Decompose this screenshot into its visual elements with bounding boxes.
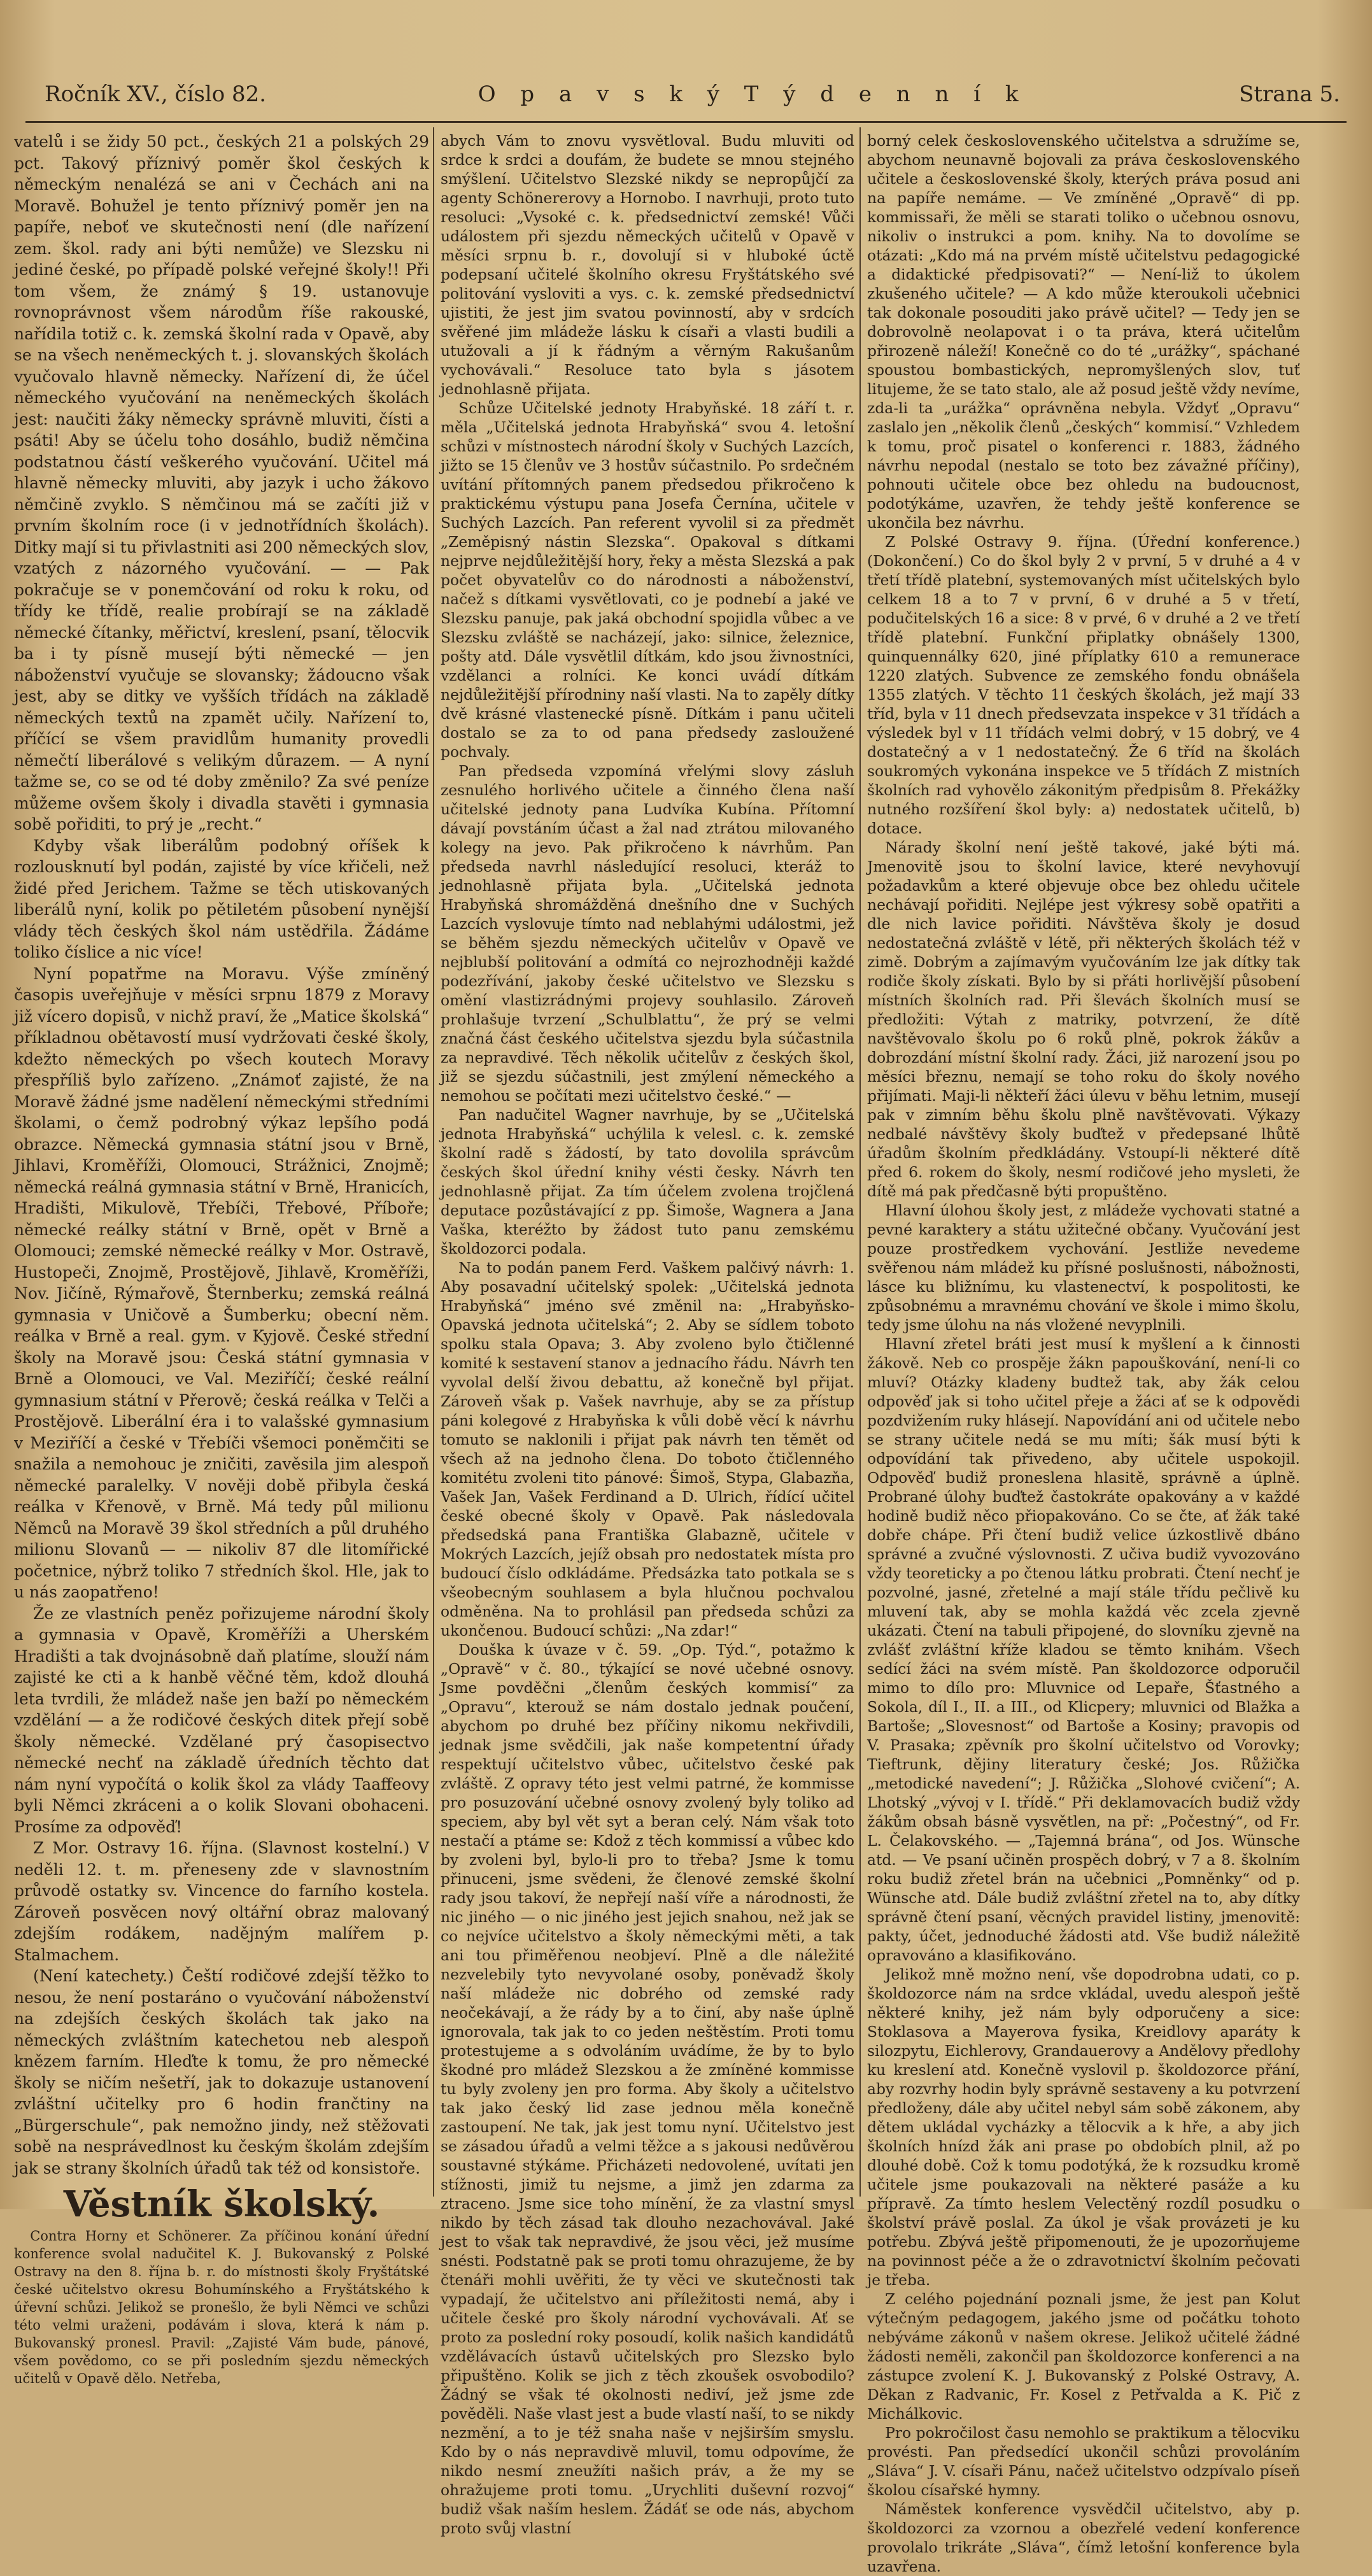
masthead: O p a v s k ý T ý d e n n í k	[477, 81, 1028, 107]
news-item: Z Polské Ostravy 9. října. (Úřední konference.) (Dokončení.) Co do škol byly 2 v první, 5 v druhé a 4 v třetí třídě platební, systemovaných míst učitelských bylo celkem 18 a to 7 v první, 6 v druhé a 5 v třetí, podučitelských 16 a sice: 8 v prvé, 6 v druhé a 2 ve třetí třídě platební. Funkční připlatky obnášely 1300, quinquennálky 620, jiné příplatky 610 a remunerace 1220 zlatých. Subvence ze zemského fondu obnášela 1355 zlatých. V těchto 11 českých školách, jež mají 33 tříd, byla v 11 dnech předsevzata inspekce v 31 třídách a výsledek byl v 11 třídách velmi dobrý, v 15 dobrý, ve 4 dostatečný a v 1 nedostatečný. Že 6 tříd na školách soukromých vykonána inspekce ve 5 třídách Z mistních školních rad vyhovělo zákonitým předpisům 8. Překážky nutného rozšíření škol byly: a) nedostatek učitelů, b) dotace.	[867, 533, 1300, 837]
article-paragraph: Hlavní úlohou školy jest, z mládeže vychovati statné a pevné karaktery a státu užitečné občany. Vyučování jest pouze prostředkem vychování. Jestliže nevedeme svěřenou nám mládež ku přísné poslušnosti, nábožnosti, lásce ku bližnímu, ku vlastenectví, k pospolitosti, ke způsobnému a mravnému chování ve škole i mimo školu, tedy jsme úlohu na nás vložené nevyplnili.	[867, 1201, 1300, 1334]
column-divider	[433, 127, 434, 2197]
section-heading: Věstník školský.	[63, 2183, 380, 2225]
issue-number: Ročník XV., číslo 82.	[45, 81, 267, 107]
column-2	[441, 131, 854, 2537]
article-paragraph: abych Vám to znovu vysvětloval. Budu mluviti od srdce k srdci a doufám, že budete se mnou stejného smýšlení. Učitelstvo Slezské nikdy se nepropůjčí za agenty Schönererovy a Hornobo. I navrhuji, proto tuto resoluci: „Vysoké c. k. předsednictví zemské! Vůči událostem při sjezdu německých učitelů v Opavě v měsíci srpnu b. r., dovolují si v hluboké úctě podepsaní učitelé školního okresu Fryštátského své politování vysloviti a vys. c. k. zemské předsednictví ujistiti, že jest jim svatou povinností, aby v srdcích svěřené jim mládeže lásku k císaři a vlasti budili a utužovali a jí k řádným a věrným Rakušanům vychovávali.“ Resoluce tato byla s jásotem jednohlasně přijata.	[441, 132, 854, 398]
article-paragraph: Hlavní zřetel bráti jest musí k myšlení a k činnosti žákově. Neb co prospěje žákn papouškování, není-li co mluví? Otázky kladeny budtež tak, aby žák celou odpověď jak si toho učitel přeje a žáci ať se k odpovědi pozdvižením ruky hlásejí. Napovídání ani od učitele nebo se strany učitele nedá se mu míti; šák musí býti k odpovídání tak přivedeno, aby učitele uspokojil. Odpověď budiž proneslena hlasitě, správně a úplně. Probrané úlohy buďtež častokráte opakovány a v každé hodině budiž něco přiopakováno. Co se čte, ať žák také dobře chápe. Při čtení budiž velice úzkostlivě dbáno správné a zvučné výslovnosti. Z učiva budiž vyvozováno vždy teoreticky a po čtenou látku probrati. Čtení nechť je pozvolné, jasné, zřetelné a mají stále třídu pečlivě ku mluvení tak, aby se mohla každá věc zcela zjevně ukázati. Čtení na tabuli připojené, do slovníku zjevně na zvlášť zvláštní kříže kladou se těmto knihám. Všech sedící žáci na svém místě. Pan školdozorce odporučil mimo to dílo pro: Mluvnice od Lepaře, Šťastného a Sokola, díl I., II. a III., od Klicpery; mluvnici od Blažka a Bartoše; „Slovesnost“ od Bartoše a Kosiny; pravopis od V. Prasaka; zpěvník pro školní učitelstvo od Vorovky; Tieftrunk, dějiny literatury české; Jos. Růžička „metodické navedení“; J. Růžička „Slohové cvičení“; A. Lhotský „vývoj v I. třídě.“ Při deklamovacích budiž vždy žákům obsah básně vysvětlen, na př: „Počestný“, od Fr. L. Čelakovského. — „Tajemná brána“, od Jos. Wünsche atd. — Ve psaní učiněn prospěch dobrý, v 7 a 8. školním roku budiž zřetel brán na učebnici „Pomněnky“ od p. Wünsche atd. Dále budiž zvláštní zřetel na to, aby dítky správně čtení psaní, věcných pravidel listiny, jmenovitě: pakty, účet, jednoduché žádosti atd. Vše budiž náležitě opravováno a klasifikováno.	[867, 1335, 1300, 1964]
column-divider	[859, 127, 861, 2197]
article-paragraph: Nárady školní není ještě takové, jaké býti má. Jmenovitě jsou to školní lavice, které nevyhovují požadavkům a které objevuje obce bez ohledu učitele nechávají pořiditi. Nejlépe jest výkresy sobě opatřiti a dle nich lavice pořiditi. Návštěva školy je dosud nedostatečná zvláště v létě, při některých školách též v zimě. Dobrým a zajímavým vyučováním lze jak dítky tak rodiče školy získati. Bylo by si přáti horlivější působení místních školních rad. Při šlevách školních musí se předložiti: Výtah z matriky, potvrzení, že dítě navštěvovalo školu po 6 roků plně, pokrok žákův a dobrozdání místní školní rady. Žáci, již narození jsou po měsíci březnu, nemají se toho roku do školy nového přijímati. Maji-li někteří žáci úlevu v běhu letnim, musejí pak v zimním běhu školu plně navštěvovati. Výkazy nedbalé návštěvy školy buďtež v předepsané lhůtě úřadům školním předkládány. Vstoupí-li některé dítě před 6. rokem do školy, nesmí rodičové jeho mysleti, že dítě má pak předčasně býti propuštěno.	[867, 839, 1300, 1200]
header-rule	[25, 121, 1347, 123]
page-number: Strana 5.	[1239, 81, 1340, 107]
news-item: Z Mor. Ostravy 16. října. (Slavnost kostelní.) V neděli 12. t. m. přeneseny zde v slavnostním průvodě ostatky sv. Vincence do farního kostela. Zároveň posvěcen nový oltářní obraz malovaný zdejším rodákem, nadějným malířem p. Stalmachem.	[14, 1839, 429, 1964]
column-3	[867, 131, 1300, 2575]
news-item: (Není katechety.) Čeští rodičové zdejší těžko to nesou, že není postaráno o vyučování náboženství na zdejších českých školách tak jako na německých zvláštním katechetou neb alespoň knězem farním. Hleďte k tomu, že pro německé školy se ničím nešetří, jak to dokazuje ustanovení zvláštní učitelky pro 6 hodin frančtiny na „Bürgerschule“, pak nemožno jindy, než stěžovati sobě na nesprávedlnost ku českým školám zdejším jak se strany školních úřadů tak též od konsistoře.	[14, 1967, 429, 2177]
article-paragraph: Kdyby však liberálům podobný oříšek k rozlousknutí byl podán, zajisté by více křičeli, než židé před Jerichem. Tažme se těch utiskovaných liberálů nyní, kolik po pětiletém působení nynější vlády těch českých škol nám ustědřila. Žádáme toliko číslice a nic více!	[14, 836, 429, 961]
column-1	[14, 131, 429, 2386]
article-paragraph: Nyní popatřme na Moravu. Výše zmíněný časopis uveřejňuje v měsíci srpnu 1879 z Moravy již vícero dopisů, v nichž praví, že „Matice školská“ příkladnou obětavostí musí vydržovati české školy, kdežto německých po všech koutech Moravy přespříliš bylo zařízeno. „Známoť zajisté, že na Moravě žádné jsme nadělení německými středními školami, o čemž podrobný výkaz lepšího podá obrazce. Německá gymnasia státní jsou v Brně, Jihlavi, Kroměříži, Olomouci, Strážnici, Znojmě; německá reálná gymnasia státní v Brně, Hranicích, Hradišti, Mikulově, Třebíči, Třebové, Příboře; německé reálky státní v Brně, opět v Brně a Olomouci; zemské německé reálky v Mor. Ostravě, Hustopeči, Znojmě, Prostějově, Jihlavě, Kroměříži, Nov. Jičíně, Rýmařově, Šternberku; zemská reálná gymnasia v Uničově a Šumberku; obecní něm. reálka v Brně a real. gym. v Kyjově. České střední školy na Moravě jsou: Česká státní gymnasia v Brně a Olomouci, ve Val. Meziříčí; české reální gymnasium státní v Přerově; česká reálka v Telči a Prostějově. Liberální éra i to valašské gymnasium v Meziříčí a české v Třebíči všemoci poněmčiti se snažila a nemohouc je zničiti, zavěsila jim alespoň německé paralelky. V nověji době přibyla česká reálka v Křenově, v Brně. Má tedy půl milionu Němců na Moravě 39 škol středních a půl druhého milionu Slovanů — — nikoliv 87 dle litomířické početnice, nýbrž toliko 7 středních škol. Hle, jak to u nás zaopatřeno!	[14, 964, 429, 1601]
article-paragraph: Na to podán panem Ferd. Vaškem palčivý návrh: 1. Aby posavadní učitelský spolek: „Učitelská jednota Hrabyňská“ jméno své změnil na: „Hrabyňsko-Opavská jednota učitelská“; 2. Aby se sídlem toboto spolku stala Opava; 3. Aby zvoleno bylo čtičlenné komité k sestavení stanov a jednacího řádu. Návrh ten vyvolal delší živou debattu, až konečně byl přijat. Zároveň však p. Vašek navrhuje, aby se za přístup páni kolegové z Hrabyňska k vůli době věcí k návrhu tomuto se naklonili i přijat pak návrh ten těmět od všech až na jednoho člena. Do toboto čtičlenného komitétu zvoleni tito pánové: Šimoš, Stypa, Glabazňa, Vašek Jan, Vašek Ferdinand a D. Ulrich, řídící učitel české obecné školy v Opavě. Pak následovala předsedská pana Františka Glabazně, učitele v Mokrých Lazcích, jejíž obsah pro nedostatek místa pro budoucí číslo odkládáme. Předsázka tato potkala se s všeobecným souhlasem a byla hlučnou pochvalou odměněna. Na to prohlásil pan předseda schůzi za ukončenou. Budoucí schůzi: „Na zdar!“	[441, 1259, 854, 1639]
article-paragraph: Z celého pojednání poznali jsme, že jest pan Kolut výtečným pedagogem, jakého jsme od počátku tohoto nebýváme zákonů v našem okrese. Jelikož učitelé žádné žádosti neměli, zakončil pan školdozorce konferenci a na zástupce zvolení K. J. Bukovanský z Polské Ostravy, A. Děkan z Radvanic, Fr. Kosel z Petřvalda a K. Pič z Michálkovic.	[867, 2290, 1300, 2423]
page-header	[45, 75, 1340, 113]
article-paragraph: borný celek československého učitelstva a sdružíme se, abychom neunavně bojovali za práva československého učitele a československé školy, kterých práva posud ani na papíře nemáme. — Ve zmíněné „Opravě“ di pp. kommissaři, že měli se starati toliko o učebnou osnovu, nikoliv o instrukci a pom. knihy. Na to dovolíme se otázati: „Kdo má na prvém místě učitelstvu pedagogické a didaktické předpisovati?“ — Není-liž to úkolem zkušeného učitele? — A kdo může kteroukoli učebnici tak dokonale posouditi jako právě učitel? — Tedy jen se dobrovolně neolapovat i o ta práva, která učitelům přirozeně náleží! Konečně co do té „urážky“, spáchané spoustou bombastických, nepromyšlených slov, tuť litujeme, že se tato stalo, ale až posud ještě vždy nevíme, zda-li ta „urážka“ oprávněna nebyla. Vždyť „Opravu“ zaslalo jen „několik členů „českých“ kommisí.“ Vzhledem k tomu, proč pisatel o konferenci r. 1883, žádného návrhu nepodal (nestalo se toto bez závažné příčiny), pohnouti učitele obce bez ohledu na budoucnost, podotýkáme, uzavřen, že tehdy ještě konference se ukončila bez návrhu.	[867, 132, 1300, 532]
news-item: Douška k úvaze v č. 59. „Op. Týd.“, potažmo k „Opravě“ v č. 80., týkající se nové učebné osnovy. Jsme povděčni „členům českých kommisí“ za „Opravu“, kterouž se nám dostalo jednak poučení, abychom po druhé bez příčiny nikomu nekřivdili, jednak jsme svědčili, jak naše kompetentní úřady respektují učitelstvo vůbec, učitelstvo české pak zvláště. Z opravy této jest velmi patrné, že kommisse pro posuzování učebné osnovy zvolený byly toliko ad speciem, aby byl vět syt a beran celý. Nám však toto nestačí a ptáme se: Kdož z těch kommissí a vůbec kdo by zvoleni byl, bylo-li pro to třeba? Jsme k tomu přinuceni, jsme svědeni, že členové zemské školní rady jsou takoví, že nepřejí naší víře a národnosti, že nic jiného — o nic jiného jest jejich snahou, než jak se co nejvíce učitelstvo a školy německými měti, a tak ani tou přiměřenou neobjeví. Plně a dle náležité nezvelebily tyto nevyvolané osoby, poněvadž školy naší mládeže nic dobrého od zemské rady neočekávají, a že rády by a to činí, aby naše úplně ignorovala, tak jak to co jeden neštěstím. Proti tomu protestujeme a s odvoláním uvádíme, že by to bylo škodné pro mládež Slezskou a že zmíněné kommisse tu byly zvoleny jen pro forma. Aby školy a učitelstvo tak jako český lid zase jednou měla konečně zastoupení. Ne tak, jak jest tomu nyní. Učitelstvo jest se zásadou úřadů a velmi těžce a s jakousi nedůvěrou soustavné stýkáme. Přicházeti nedovolené, uvítati jen stížnosti, jimiž tu nejsme, a jimž jen zdarma za ztraceno. Jsme sice toho mínění, že za vlastní smysl nikdo by těch zásad tak dlouho nezachovával. Jaké jest to však tak nepravdivé, že jsou věci, jež musíme snésti. Podstatně pak se proti tomu ohrazujeme, že by čtenáři mohli uvěřiti, že ty věci ve skutečnosti tak vypadají, že učitelstvo ani příležitosti nemá, aby i učitele české pro školy národní vychovávali. Ať se proto za poslední roky posoudí, kolik našich kandidátů vzdělávacích ústavů učitelských pro Slezsko bylo připuštěno. Kolik se jich z těch zkoušek osvobodilo? Žádný se však té okolnosti nediví, jež jsme zde pověděli. Naše vlast jest a bude vlastí naší, to se nikdy nezmění, a to je též snaha naše v nejširším smyslu. Kdo by o nás nepravdivě mluvil, tomu odpovíme, že nikdo nesmí zneužíti našich práv, a že my se ohražujeme proti tomu. „Urychliti duševní rozvoj“ budiž však naším heslem. Žádáť se ode nás, abychom proto svůj vlastní	[441, 1641, 854, 2537]
article-paragraph: vatelů i se židy 50 pct., českých 21 a polských 29 pct. Takový příznivý poměr škol českých k německým nenalézá se ani v Čechách ani na Moravě. Bohužel je tento příznivý poměr jen na papíře, neboť ve skutečnosti není (dle nařízení zem. škol. rady ani býti nemůže) ve Slezsku ni jediné české, po případě polské veřejné školy!! Při tom všem, že známý § 19. ustanovuje rovnoprávnost všem národům říše rakouské, nařídila totiž c. k. zemská školní rada v Opavě, aby se na všech neněmeckých t. j. slovanských školách vyučovalo hlavně německy. Nařízení di, že účel německého vyučování na neněmeckých školách jest: naučiti žáky německy správně mluviti, čísti a psáti! Aby se účelu toho dosáhlo, budiž němčina podstatnou částí veškerého vyučování. Učitel má hlavně německy mluviti, aby jazyk i ucho žákovo němčině zvyklo. S němčinou má se začíti již v prvním školním roce (i v jednotřídních školách). Ditky mají si tu přivlastniti asi 200 německých slov, vzatých z názorného vyučování. — — Pak pokračuje se v ponemčování od roku k roku, od třídy ke třídě, realie probírají se na základě německé čítanky, měřictví, kreslení, psaní, tělocvik ba i ty písně musejí býti německé — jen náboženství vyučuje se slovansky; žádoucno však jest, aby se ditky ve vyšších třídách na základě německých textů na zpamět učily. Nařízení to, příčící se všem pravidlům humanity provedli němečtí liberálové s velikým důrazem. — A nyní tažme se, co se od té doby změnilo? Za své peníze můžeme ovšem školy i divadla stavěti i gymnasia sobě pořiditi, to prý je „recht.“	[14, 132, 429, 833]
article-paragraph: Pan předseda vzpomíná vřelými slovy zásluh zesnulého horlivého učitele a činného člena naší učitelské jednoty pana Ludvíka Kubína. Přítomní dávají povstáním účast a žal nad ztrátou milovaného kolegy na jevo. Pak přikročeno k návrhům. Pan předseda navrhl následující resoluci, kteráž to jednohlasně přijata byla. „Učitelská jednota Hrabyňská shromážděná dnešního dne v Suchých Lazcích vyslovuje tímto nad neblahými událostmi, jež se běhěm sjezdu německých učitelův v Opavě ve nejblubší politování a odmítá co nejrozhodněji každé podezřívání, jakoby české učitelstvo ve Slezsku s omění vlastizrádnými projevy souhlasilo. Zároveň prohlašuje tvrzení „Schulblattu“, že prý se velmi značná část českého učitelstva sjezdu byla súčastnila za nepravdivé. Těch několik učitelův z českých škol, již se sjezdu súčastnili, jest zmýlení německého a nemohou se počítati mezi učitelstvo české.“ —	[441, 762, 854, 1105]
news-item: Schůze Učitelské jednoty Hrabyňské. 18 září t. r. měla „Učitelská jednota Hrabyňská“ svou 4. letošní schůzi v místnostech národní školy v Suchých Lazcích, jižto se 15 členův ve 3 hostův súčastnilo. Po srdečném uvítání přítomných panem předsedou přikročeno k praktickému výstupu pana Josefa Černína, učitele v Suchých Lazcích. Pan referent vyvolil si za předmět „Zeměpisný nástin Slezska“. Opakoval s dítkami nejprve nejdůležitější hory, řeky a města Slezská a pak počet obyvatelův co do národnosti a náboženství, načež s dítkami vysvětlovati, co je podnebí a jaké ve Slezsku panuje, pak jaká obchodní spojidla vůbec a ve Slezsku zvláště se nacházejí, jako: silnice, železnice, pošty atd. Dále vysvětlil dítkám, kdo jsou živnostníci, vzdělanci a rolníci. Ke konci uvádí dítkám nejdůležitější přírodniny naší vlasti. Na to zapěly dítky dvě krásné vlastenecké písně. Dítkám i panu učiteli dostalo se za to od pana předsedy zasloužené pochvaly.	[441, 399, 854, 761]
article-paragraph: Pro pokročilost času nemohlo se praktikum a tělocviku provésti. Pan předsedící ukončil schůzi provoláním „Sláva“ J. V. císaři Pánu, načež učitelstvo odzpívalo píseň školou císařské hymny.	[867, 2424, 1300, 2499]
article-paragraph: Pan nadučitel Wagner navrhuje, by se „Učitelská jednota Hrabyňská“ uchýlila k velesl. c. k. zemské školní radě s žádostí, by tato dovolila správcům českých škol úřední knihy vésti česky. Návrh ten jednohlasně přijat. Za tím účelem zvolena trojčlená deputace pozůstávající z pp. Šimoše, Wagnera a Jana Vaška, kteréžto by žádost tuto panu zemskému školdozorci podala.	[441, 1106, 854, 1257]
article-paragraph: Že ze vlastních peněz pořizujeme národní školy a gymnasia v Opavě, Kroměříži a Uherském Hradišti a tak dvojnásobně daň platíme, slouží nám zajisté ke cti a k hanbě věčné těm, kdož dlouhá leta tvrdili, že mládež naše jen baží po německém vzdělání — a že rodičové českých ditek přejí sobě školy německé. Vzdělané prý časopisectvo německé nechť na základě úředních těchto dat nám nyní vypočítá o kolik škol za vlády Taaffeovy byli Němci zkráceni a o kolik Slovani obohaceni. Prosíme za odpověď!	[14, 1604, 429, 1836]
article-paragraph: Náměstek konference vysvědčil učitelstvo, aby p. školdozorci za vzornou a obezřelé vedení konference provolalo trikráte „Sláva“, čímž letošní konference byla uzavřena.	[867, 2500, 1300, 2575]
news-item: Contra Horny et Schönerer. Za příčinou konání úřední konference svolal nadučitel K. J. Bukovanský z Polské Ostravy na den 8. října b. r. do místnosti školy Fryštátské české učitelstvo okresu Bohumínského a Fryštátského k úřevní schůzi. Jelikož se pronešlo, že byli Němci ve schůzi této velmi uraženi, podávám i slova, která k nám p. Bukovanský pronesl. Pravil: „Zajisté Vám bude, pánové, všem povědomo, co se při posledním sjezdu německých učitelů v Opavě dělo. Netřeba,	[14, 2228, 429, 2386]
article-paragraph: Jelikož mně možno není, vše dopodrobna udati, co p. školdozorce nám na srdce vkládal, uvedu alespoň ještě některé knihy, jež nám byly odporučeny a sice: Stoklasova a Mayerova fysika, Kreidlovy aparáty k silozpytu, Eichlerovy, Grandauerovy a Andělovy předlohy ku kreslení atd. Konečně vyslovil p. školdozorce přání, aby rozvrhy hodin byly správně sestaveny a ku potvrzení předloženy, dále aby učitel nebyl sám sobě zákonem, aby dětem ukládal vycházky a tělocvik a k hře, a aby jich školních hnízd žák ani prase po obdobích plnil, až po dlouhé době. Což k tomu podotýká, že k rozsudku kromě učitele jsme poukazovali na některé pasáže a ku přípravě. Za tímto heslem Velectěný rozdíl posudku o školství právě poslal. Za úkol je však provázeti je ku potřebu. Zbývá ještě připomenouti, že je upozorňujeme na povinnost péče a že o zdravotnictví školním pečovati je třeba.	[867, 1965, 1300, 2289]
